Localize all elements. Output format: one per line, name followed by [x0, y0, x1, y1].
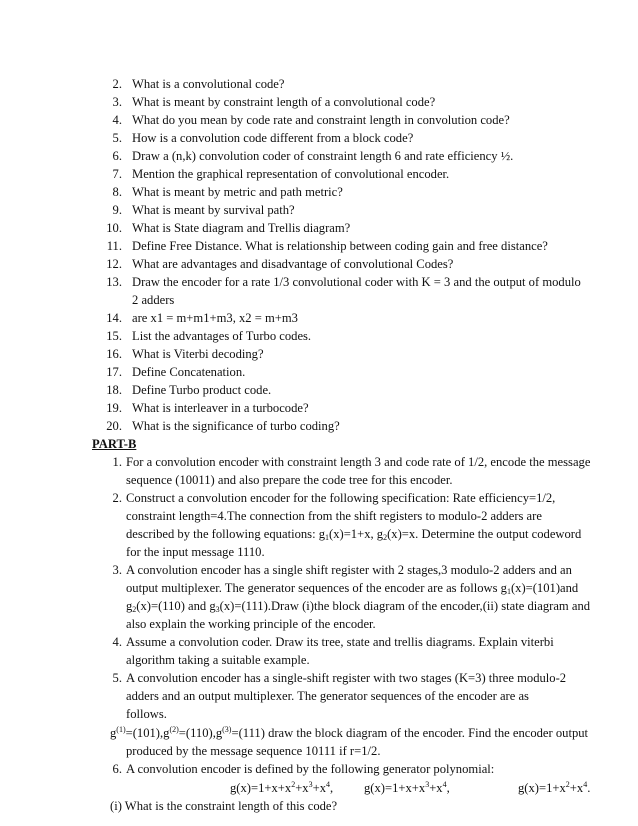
list-item-continuation: for the input message 1110.	[126, 545, 265, 559]
list-item-continuation: constraint length=4.The connection from the shift registers to modulo-2 adders are	[126, 509, 542, 523]
polynomial-2: $g(x)=1+x+x^3+x^4$,	[364, 780, 450, 795]
list-item-continuation: described by the following equations: $g_1(x)=1+x$, $g_2(x)=x$. Determine the output codeword	[126, 527, 582, 542]
list-item-continuation: sequence (10011) and also prepare the code tree for this encoder.	[126, 473, 453, 487]
section-heading-part-b: PART-B	[92, 437, 137, 451]
list-item-continuation: adders and an output multiplexer. The generator sequences of the encoder are as	[126, 689, 529, 703]
sub-question-i: (i) What is the constraint length of this code?	[110, 799, 338, 813]
list-item-continuation: follows.	[126, 707, 167, 721]
list-item-continuation: produced by the message sequence 10111 if r=1/2.	[126, 744, 381, 758]
list-item-continuation: algorithm taking a suitable example.	[126, 653, 310, 667]
polynomial-3: $g(x)=1+x^2+x^4$.	[518, 780, 591, 795]
list-item-continuation: also explain the working principle of the encoder.	[126, 617, 376, 631]
list-item-continuation: output multiplexer. The generator sequences of the encoder are as follows $g_1(x)=(101)and$	[126, 581, 579, 596]
list-item-continuation: $g^{(1)}=(101),g^{(2)}=(110),g^{(3)}=(111)$ draw the block diagram of the encoder. Find the encoder output	[110, 725, 589, 740]
list-item-continuation: $g_2(x)=(110)$ and $g_3(x)=(111).Draw$ (i)the block diagram of the encoder,(ii) state diagram and	[126, 599, 591, 614]
polynomial-1: $g(x)=1+x+x^2+x^3+x^4$,	[230, 780, 334, 795]
document-page: 2. What is a convolutional code? 3. What is meant by constraint length of a convolutional code? 4. What do you mean by code rate and constraint length in convolution code? 5. How is a convolution code different from a block code? 6. Draw a (n,k) convolution coder of constraint length 6 and rate efficiency ½. 7. Mention the graphical representation of convolutional encoder. 8. What is meant by metric and path metric? 9. What is meant by survival path? 10. What is State diagram and Trellis diagram? 11. Define Free Distance. What is relationship between coding gain and free distance? 12. What are advantages and disadvantage of convolutional Codes? 13. Draw the encoder for a rate 1/3 convolutional coder with K = 3 and the output of modulo 2 adders 14. are x1 = m+m1+m3, x2 = m+m3 15. List the advantages of Turbo codes. 16. What is Viterbi decoding? 17. Define Concatenation. 18. Define Turbo product code. 19. What is interleaver in a turbocode? 20. What is the significance of turbo coding? PART-B 1. For a convolution encoder with constraint length 3 and code rate of 1/2, encode the message sequence (10011) and also prepare the code tree for this encoder. 2. Construct a convolution encoder for the following specification: Rate efficiency=1/2, constraint length=4.The connection from the shift registers to modulo-2 adders are described by the following equations: $g_1(x)=1+x$, $g_2(x)=x$. Determine the output codeword for the input message 1110. 3. A convolution encoder has a single shift register with 2 stages,3 modulo-2 adders and an output multiplexer. The generator sequences of the encoder are as follows $g_1(x)=(101)and$ $g_2(x)=(110)$ and $g_3(x)=(111).Draw$ (i)the block diagram of the encoder,(ii) state diagram and also explain the working principle of the encoder. 4. Assume a convolution coder. Draw its tree, state and trellis diagrams. Explain viterbi algorithm taking a suitable example. 5. A convolution encoder has a single-shift register with two stages (K=3) three modulo-2 adders and an output multiplexer. The generator sequences of the encoder are as follows. $g^{(1)}=(101),g^{(2)}=(110),g^{(3)}=(111)$ draw the block diagram of the encoder. Find the encoder output produced by the message sequence 10111 if r=1/2. 6. A convolution encoder is defined by the following generator polynomial: $g(x)=1+x+x^2+x^3+x^4$, $g(x)=1+x+x^3+x^4$, $g(x)=1+x^2+x^4$. (i) What is the constraint length of this code?	[92, 77, 591, 813]
